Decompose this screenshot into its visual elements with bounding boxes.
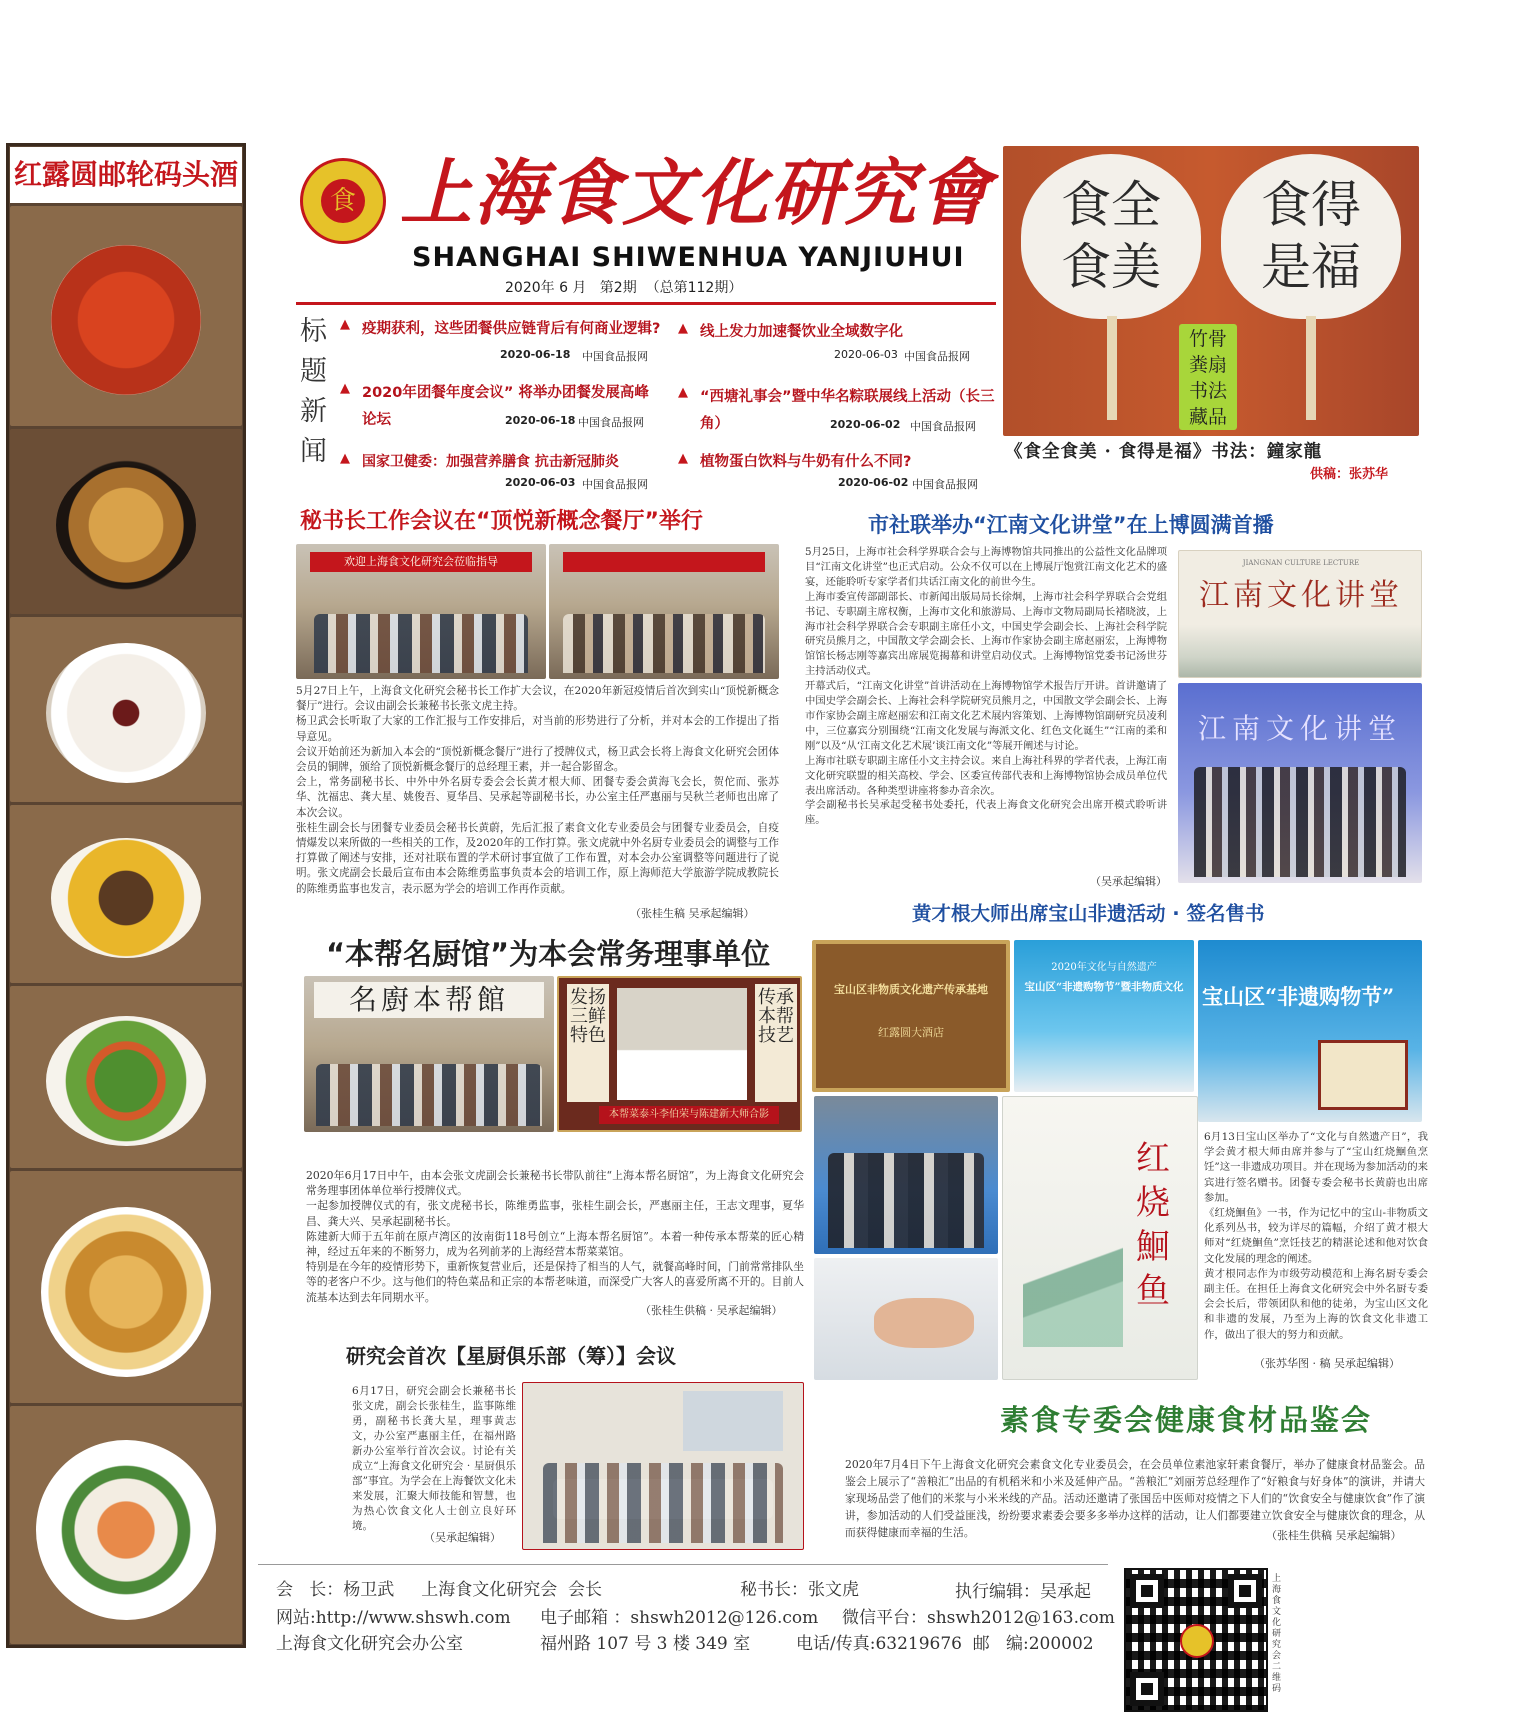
logo-seal xyxy=(300,158,386,244)
news-item-6[interactable] xyxy=(678,450,998,474)
dish-photo-claypot xyxy=(10,429,242,614)
article5-hand xyxy=(874,1298,974,1348)
article4-stage-text: 江南文化讲堂 xyxy=(1197,712,1402,745)
news-item-title: 2020年团餐年度会议” 将举办团餐发展高峰论坛 xyxy=(362,385,649,428)
article1-banner-right xyxy=(563,552,765,572)
news-item-title: 线上发力加速餐饮业全域数字化 xyxy=(700,324,903,340)
article2-body: 2020年6月17日中午，由本会张文虎副会长兼秘书长带队前往“上海本帮名厨馆”，为上海食文化研究会常务理事团体单位举行授牌仪式。 一起参加授牌仪式的有，张文虎秘书长，陈维勇监事，张桂生副会长，严惠丽主任，王志文理事，夏华昌、龚大兴、吴承起副秘书长。 陈建新大师于五年前在原卢湾区的汝南街118号创立“上海本帮名厨馆”。本着一种传承本帮菜的匠心精神，经过五年来的不断努力，成为名列前茅的上海经营本帮菜菜馆。 特别是在今年的疫情形势下，重新恢复营业后，还是保持了相当的人气，就餐高峰时间，门前常常排队坐等的老客户不少。这与他们的特色菜品和正宗的本帮老味道，而深受广大客人的喜爱所离不开的。目前人流基本达到去年同期水平。 xyxy=(306,1169,804,1304)
dish-photo-vegetables xyxy=(10,986,242,1168)
fan-right-text: 食得是福 xyxy=(1261,176,1361,296)
news-item-source: 中国食品报网 xyxy=(582,350,648,363)
article3-title: 研究会首次【星厨俱乐部（筹）】会议 xyxy=(346,1344,676,1368)
fans-side-label: 竹骨粪扇书法藏品 xyxy=(1179,324,1237,430)
news-item-date: 2020-06-03 xyxy=(834,348,898,361)
footer-address: 福州路 107 号 3 楼 349 室 xyxy=(540,1634,751,1654)
footer-email[interactable]: 电子邮箱 ：shswh2012@126.com xyxy=(540,1608,819,1628)
article4-body: 5月25日，上海市社会科学界联合会与上海博物馆共同推出的公益性文化品牌项目“江南文化讲堂”也正式启动。公众不仅可以在上博展厅饱赏江南文化艺术的盛宴，还能聆听专家学者们共话江南文化的前世今生。 上海市委宣传部副部长、市新闻出版局局长徐炯，上海市社会科学界联合会党组书记、专职副主席权衡，上海市文化和旅游局、上海市文物局副局长褚晓波，上海市社会科学界联合会专职副主席任小文，中国史学会副会长、上海社会科学院研究员熊月之，中国散文学会副会长、上海市作家协会副主席赵丽宏，上海博物馆馆长杨志刚等嘉宾出席展览揭幕和讲堂启动仪式。上海博物馆党委书记汤世芬主持活动仪式。 开幕式后，“江南文化讲堂”首讲活动在上海博物馆学术报告厅开讲。首讲邀请了中国史学会副会长、上海社会科学院研究员熊月之，中国散文学会副会长、上海市作家协会副主席赵丽宏和江南文化艺术展内容策划、上海博物馆副研究员凌利中，三位嘉宾分别围绕“江南文化发展与海派文化、红色文化诞生”“江南的柔和刚”以及“从‘江南文化艺术展’谈江南文化”等展开阐述与讨论。 上海市社联专职副主席任小文主持会议。来自上海社科界的学者代表，上海江南文化研究联盟的相关高校、学会、区委宣传部代表和上海博物馆协会成员单位代表出席活动。各种类型讲座将参办音余次。 学会副秘书长吴承起受秘书处委托，代表上海食文化研究会出席开模式聆听讲座。 xyxy=(805,546,1167,827)
triangle-icon: ▲ xyxy=(340,317,350,332)
fan-handle-left xyxy=(1107,316,1117,420)
masthead-issue: 2020年 6 月 第2期 （总第112期） xyxy=(505,280,743,296)
article4-photo-group xyxy=(1178,683,1422,883)
masthead-pinyin: SHANGHAI SHIWENHUA YANJIUHUI xyxy=(412,242,965,273)
news-item-source: 中国食品报网 xyxy=(578,416,644,429)
article5-banner3: 宝山区“非遗购物节” xyxy=(1202,984,1395,1009)
news-item-5[interactable] xyxy=(340,450,670,474)
article3-credit: （吴承起编辑） xyxy=(424,1531,501,1544)
qr-label: 上海食文化研究会二维码 xyxy=(1272,1574,1282,1694)
article1-title: 秘书长工作会议在“顶悦新概念餐厅”举行 xyxy=(300,509,703,534)
footer-editor: 执行编辑：吴承起 xyxy=(955,1582,1091,1602)
dish-photo-braised xyxy=(10,805,242,983)
article2-title: “本帮名厨馆”为本会常务理事单位 xyxy=(326,937,771,971)
article2-scroll-left: 发扬三鲜特色 xyxy=(567,984,609,1102)
dish-photo-seafood xyxy=(10,1406,242,1644)
footer-secretary: 秘书长：张文虎 xyxy=(740,1580,859,1600)
fans-photo xyxy=(1003,146,1419,436)
article4-photo-banner xyxy=(1178,550,1422,678)
triangle-icon: ▲ xyxy=(678,451,688,466)
news-item-title: 国家卫健委：加强营养膳食 抗击新冠肺炎 xyxy=(362,454,619,470)
article5-photo-hand xyxy=(814,1258,998,1380)
news-item-source: 中国食品报网 xyxy=(582,478,648,491)
article2-scroll-right: 传承本帮技艺 xyxy=(755,984,797,1102)
triangle-icon: ▲ xyxy=(678,385,688,400)
qr-finder-top-left xyxy=(1130,1574,1164,1608)
article2-photo-left xyxy=(304,976,554,1132)
qr-finder-top-right xyxy=(1228,1574,1262,1608)
footer-phone: 电话/传真:63219676 邮 编:200002 xyxy=(796,1634,1094,1654)
fan-right xyxy=(1221,154,1401,319)
article5-title: 黄才根大师出席宝山非遗活动 · 签名售书 xyxy=(912,902,1265,925)
fan-handle-right xyxy=(1306,316,1316,420)
article1-credit: （张桂生稿 吴承起编辑） xyxy=(630,907,755,920)
article2-credit: （张桂生供稿 · 吴承起编辑） xyxy=(640,1304,783,1317)
article5-photo-banner xyxy=(1014,940,1194,1092)
fan-left xyxy=(1021,154,1201,319)
qr-finder-bottom-left xyxy=(1130,1672,1164,1706)
article5-photo-signing xyxy=(814,1096,998,1254)
fans-credit: 供稿：张苏华 xyxy=(1310,467,1389,482)
article6-title: 素食专委会健康食材品鉴会 xyxy=(1000,1403,1373,1437)
article2-photo-caption: 本帮菜泰斗李伯荣与陈建新大师合影 xyxy=(599,1106,779,1124)
article3-window xyxy=(683,1391,783,1451)
news-item-title: 疫期获利，这些团餐供应链背后有何商业逻辑? xyxy=(362,321,661,337)
article3-photo xyxy=(522,1382,804,1550)
news-item-source: 中国食品报网 xyxy=(910,420,976,433)
article2-photo-inner xyxy=(617,988,747,1100)
article5-credit: （张苏华图 · 稿 吴承起编辑） xyxy=(1254,1357,1400,1370)
article4-credit: （吴承起编辑） xyxy=(1090,875,1167,888)
masthead-title: 上海食文化研究會 xyxy=(400,150,993,235)
news-item-title: 植物蛋白饮料与牛奶有什么不同? xyxy=(700,454,912,470)
article3-body: 6月17日，研究会副会长兼秘书长张文虎，副会长张桂生，监事陈维勇，副秘书长龚大星，理事黄志文，办公室严惠丽主任，在福州路新办公室举行首次会议。讨论有关成立“上海食文化研究会 · 星厨俱乐部”事宜。为学会在上海餐饮文化未来发展，汇聚大师技能和智慧，也为热心饮食文化人士创立良好环境。 xyxy=(352,1385,516,1532)
footer-rule xyxy=(258,1564,1108,1565)
article1-photo-left xyxy=(296,544,546,679)
sidebar-title: 红露圆邮轮码头酒 xyxy=(10,147,242,203)
dish-photo-platter xyxy=(10,617,242,802)
article6-credit: （张桂生供稿 吴承起编辑） xyxy=(1266,1529,1402,1542)
fan-left-text: 食全食美 xyxy=(1061,176,1161,296)
news-item-date: 2020-06-02 xyxy=(830,418,901,431)
article1-body: 5月27日上午，上海食文化研究会秘书长工作扩大会议，在2020年新冠疫情后首次到实山“顶悦新概念餐厅”进行。会议由副会长兼秘书长张文虎主持。 杨卫武会长听取了大家的工作汇报与工作安排后，对当前的形势进行了分析，并对本会的工作提出了指导意见。 会议开始前还为新加入本会的“顶悦新概念餐厅”进行了授牌仪式，杨卫武会长将上海食文化研究会团体会员的铜牌，颁给了顶悦新概念餐厅的总经理王素，并一起合影留念。 会上，常务副秘书长、中外中外名厨专委会会长黄才根大师、团餐专委会黄海飞会长，贺佗而、张苏华、沈福忠、龚大星、姚俊吾、夏华昌、吴承起等副秘书长，办公室主任严惠丽与吴秋兰老师也出席了本次会议。 张桂生副会长与团餐专业委员会秘书长黄蔚，先后汇报了素食文化专业委员会与团餐专业委员会，自疫情爆发以来所做的一些相关的工作，及2020年的工作打算。张文虎就中外名厨专业委员会的调整与工作打算做了阐述与安排，还对社联布置的学术研讨事宜做了工作布置，对本会办公室调整等问题进行了说明。张文虎副会长最后宣布由本会陈维勇监事负责本会的培训工作，原上海师范大学旅游学院成教院长的陈维勇监事也发言，表示愿为学会的培训工作再作贡献。 xyxy=(296,685,779,895)
triangle-icon: ▲ xyxy=(340,451,350,466)
footer-website[interactable]: 网站:http://www.shswh.com xyxy=(276,1608,511,1628)
logo-seal-inner: 食 xyxy=(321,179,365,223)
headline-news-label: 标题新闻 xyxy=(300,316,327,467)
masthead-rule xyxy=(296,302,996,305)
article4-banner-text: 江南文化讲堂 xyxy=(1199,578,1403,613)
news-item-date: 2020-06-03 xyxy=(505,476,576,489)
fans-caption: 《食全食美 · 食得是福》书法：鐘家龍 xyxy=(1005,442,1323,462)
article5-banner2: 宝山区“非遗购物节”暨非物质文化 xyxy=(1024,981,1184,993)
article4-banner-sub: JIANGNAN CULTURE LECTURE xyxy=(1242,559,1360,567)
triangle-icon: ▲ xyxy=(340,381,350,396)
news-item-3[interactable] xyxy=(340,380,670,440)
article5-certificate xyxy=(1318,1040,1408,1110)
news-item-date: 2020-06-02 xyxy=(838,476,909,489)
news-item-1[interactable] xyxy=(340,316,670,376)
qr-logo xyxy=(1180,1624,1214,1658)
news-item-source: 中国食品报网 xyxy=(904,350,970,363)
article2-sign: 名廚本帮館 xyxy=(314,982,544,1018)
article5-book-art xyxy=(1023,1217,1123,1347)
article4-banner-landscape xyxy=(1179,625,1422,678)
news-item-source: 中国食品报网 xyxy=(912,478,978,491)
footer-office: 上海食文化研究会办公室 xyxy=(276,1634,463,1654)
article1-banner: 欢迎上海食文化研究会莅临指导 xyxy=(310,552,532,572)
footer-president: 会 长：杨卫武 上海食文化研究会 会长 xyxy=(276,1580,603,1600)
news-item-2[interactable] xyxy=(678,320,998,344)
footer-wechat[interactable]: 微信平台：shswh2012@163.com xyxy=(842,1608,1115,1628)
news-item-title: “西塘礼事会”暨中华名粽联展线上活动（长三角） xyxy=(700,389,995,432)
article2-photo-right xyxy=(557,976,802,1132)
article5-book-title: 红烧鮰鱼 xyxy=(1136,1139,1170,1311)
article5-plaque-sub: 红露圆大酒店 xyxy=(878,1026,944,1039)
article5-banner1: 2020年文化与自然遗产 xyxy=(1051,962,1157,973)
article4-title: 市社联举办“江南文化讲堂”在上博圆满首播 xyxy=(868,513,1274,537)
triangle-icon: ▲ xyxy=(678,321,688,336)
article5-photo-book xyxy=(1002,1096,1198,1380)
news-item-date: 2020-06-18 xyxy=(505,414,576,427)
article1-photo-right xyxy=(549,544,779,679)
article5-photo-certificate xyxy=(1198,940,1422,1122)
news-item-date: 2020-06-18 xyxy=(500,348,571,361)
article5-body: 6月13日宝山区举办了“文化与自然遗产日”，我学会黄才根大师由席并参与了“宝山红烧鮰鱼烹饪”这一非遗成功项目。并在现场为参加活动的来宾进行签名赠书。团餐专委会秘书长黄蔚也出席参加。 《红烧鮰鱼》一书，作为记忆中的宝山-非物质文化系列丛书，较为详尽的篇幅，介绍了黄才根大师对“红烧鮰鱼”烹饪技艺的精湛论述和他对饮食文化发展的理念的阐述。 黄才根同志作为市级劳动模范和上海名厨专委会副主任。在担任上海食文化研究会中外名厨专委会会长后，带领团队和他的徒弟，为宝山区文化和非遗的发展，乃至为上海的饮食文化非遗工作，做出了很大的努力和贡献。 xyxy=(1204,1131,1428,1341)
article6-body: 2020年7月4日下午上海食文化研究会素食文化专业委员会，在会员单位素池家轩素食餐厅，举办了健康食材品鉴会。品鉴会上展示了“善粮汇”出品的有机稻米和小米及延伸产品。“善粮汇”刘丽芳总经理作了“好粮食与好身体”的演讲，并请大家现场品尝了他们的米浆与小米米线的产品。活动还邀请了张国岳中医师对疫情之下人们的“饮食安全与健康饮食”作了演讲，参加活动的人们受益匪浅，纷纷要求素委会要多多举办这样的活动，让人们都要建立饮食安全与健康饮食的理念，从而获得健康而幸福的生活。 xyxy=(845,1458,1425,1539)
article5-plaque-title: 宝山区非物质文化遗产传承基地 xyxy=(834,983,988,996)
news-item-4[interactable] xyxy=(678,384,1003,444)
article5-photo-plaque xyxy=(812,940,1010,1092)
dish-photo-crayfish xyxy=(10,206,242,426)
dish-photo-fried-balls xyxy=(10,1171,242,1403)
qr-code[interactable] xyxy=(1124,1568,1268,1712)
